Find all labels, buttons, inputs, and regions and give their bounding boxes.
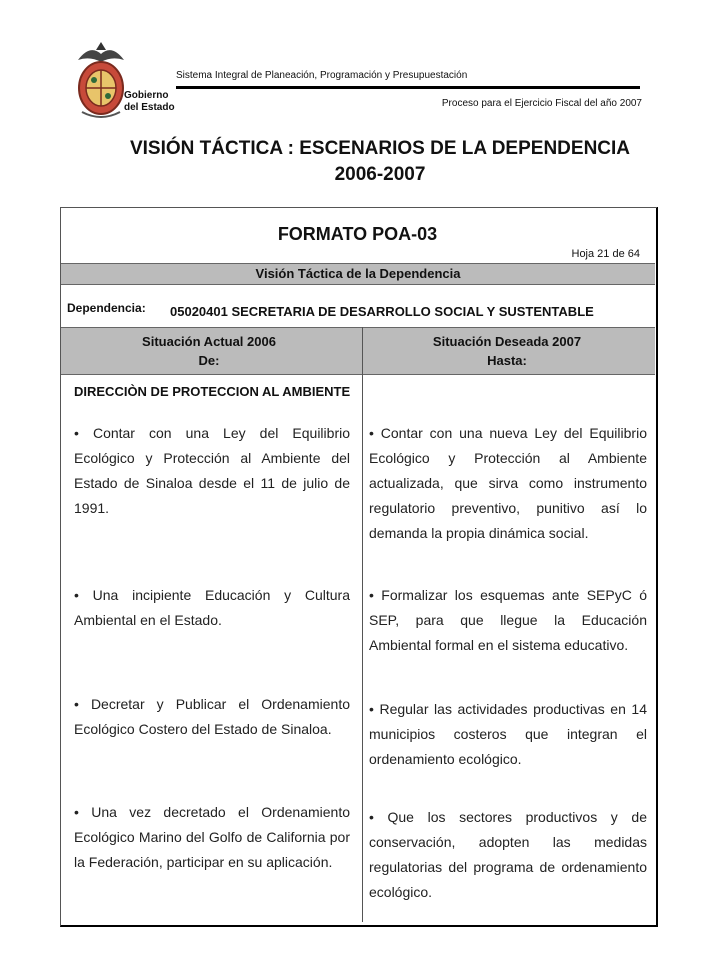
current-item-3: • Decretar y Publicar el Ordenamiento Ecológico Costero del Estado de Sinaloa. <box>74 696 350 737</box>
process-label: Proceso para el Ejercicio Fiscal del año 2007 <box>441 98 642 109</box>
desired-situation-title: Situación Deseada 2007 <box>432 334 582 349</box>
current-item-4: • Una vez decretado el Ordenamiento Ecológico Marino del Golfo de California por la Federación, participar en su aplicación. <box>74 804 350 870</box>
current-item-2: • Una incipiente Educación y Cultura Ambiental en el Estado. <box>74 587 350 628</box>
government-label: Gobierno del Estado <box>124 90 175 113</box>
sheet-number: Hoja 21 de 64 <box>571 248 640 260</box>
system-title: Sistema Integral de Planeación, Programación y Presupuestación <box>176 70 468 81</box>
dependency-value: 05020401 SECRETARIA DE DESARROLLO SOCIAL Y SUSTENTABLE <box>170 304 594 319</box>
form-code: FORMATO POA-03 <box>277 224 438 244</box>
desired-item-3: • Regular las actividades productivas en 14 municipios costeros que integran el ordenamiento ecológico. <box>369 701 647 767</box>
page-title <box>60 136 700 188</box>
dependency-label: Dependencia: <box>67 301 146 315</box>
desired-item-4: • Que los sectores productivos y de conservación, adopten las medidas regulatorias del programa de ordenamiento ecológico. <box>369 809 647 900</box>
page-title-line-1: VISIÓN TÁCTICA : ESCENARIOS DE LA DEPENDENCIA <box>129 138 631 159</box>
desired-item-2: • Formalizar los esquemas ante SEPyC ó SEP, para que llegue la Educación Ambiental formal en el sistema educativo. <box>369 587 647 653</box>
desired-situation-sub: Hasta: <box>487 353 527 368</box>
form-top-border <box>60 207 657 208</box>
current-situation-title: Situación Actual 2006 <box>142 334 276 349</box>
desired-situation-header <box>359 332 655 370</box>
desired-item-1: • Contar con una nueva Ley del Equilibrio Ecológico y Protección al Ambiente actualizada, que sirva como instrumento regulatorio preventivo, punitivo así lo demanda la propia dinámica social. <box>369 425 647 541</box>
current-situation-header <box>61 332 357 370</box>
header-rule <box>176 86 640 89</box>
page-title-line-2: 2006-2007 <box>334 164 426 185</box>
column-divider <box>362 327 363 922</box>
situation-header-band <box>61 327 655 375</box>
state-emblem-icon <box>72 42 130 122</box>
vision-band: Visión Táctica de la Dependencia <box>61 263 655 285</box>
section-title: DIRECCIÒN DE PROTECCION AL AMBIENTE <box>74 384 351 399</box>
current-situation-sub: De: <box>198 353 220 368</box>
current-item-1: • Contar con una Ley del Equilibrio Ecológico y Protección al Ambiente del Estado de Sinaloa desde el 11 de julio de 1991. <box>74 425 350 516</box>
